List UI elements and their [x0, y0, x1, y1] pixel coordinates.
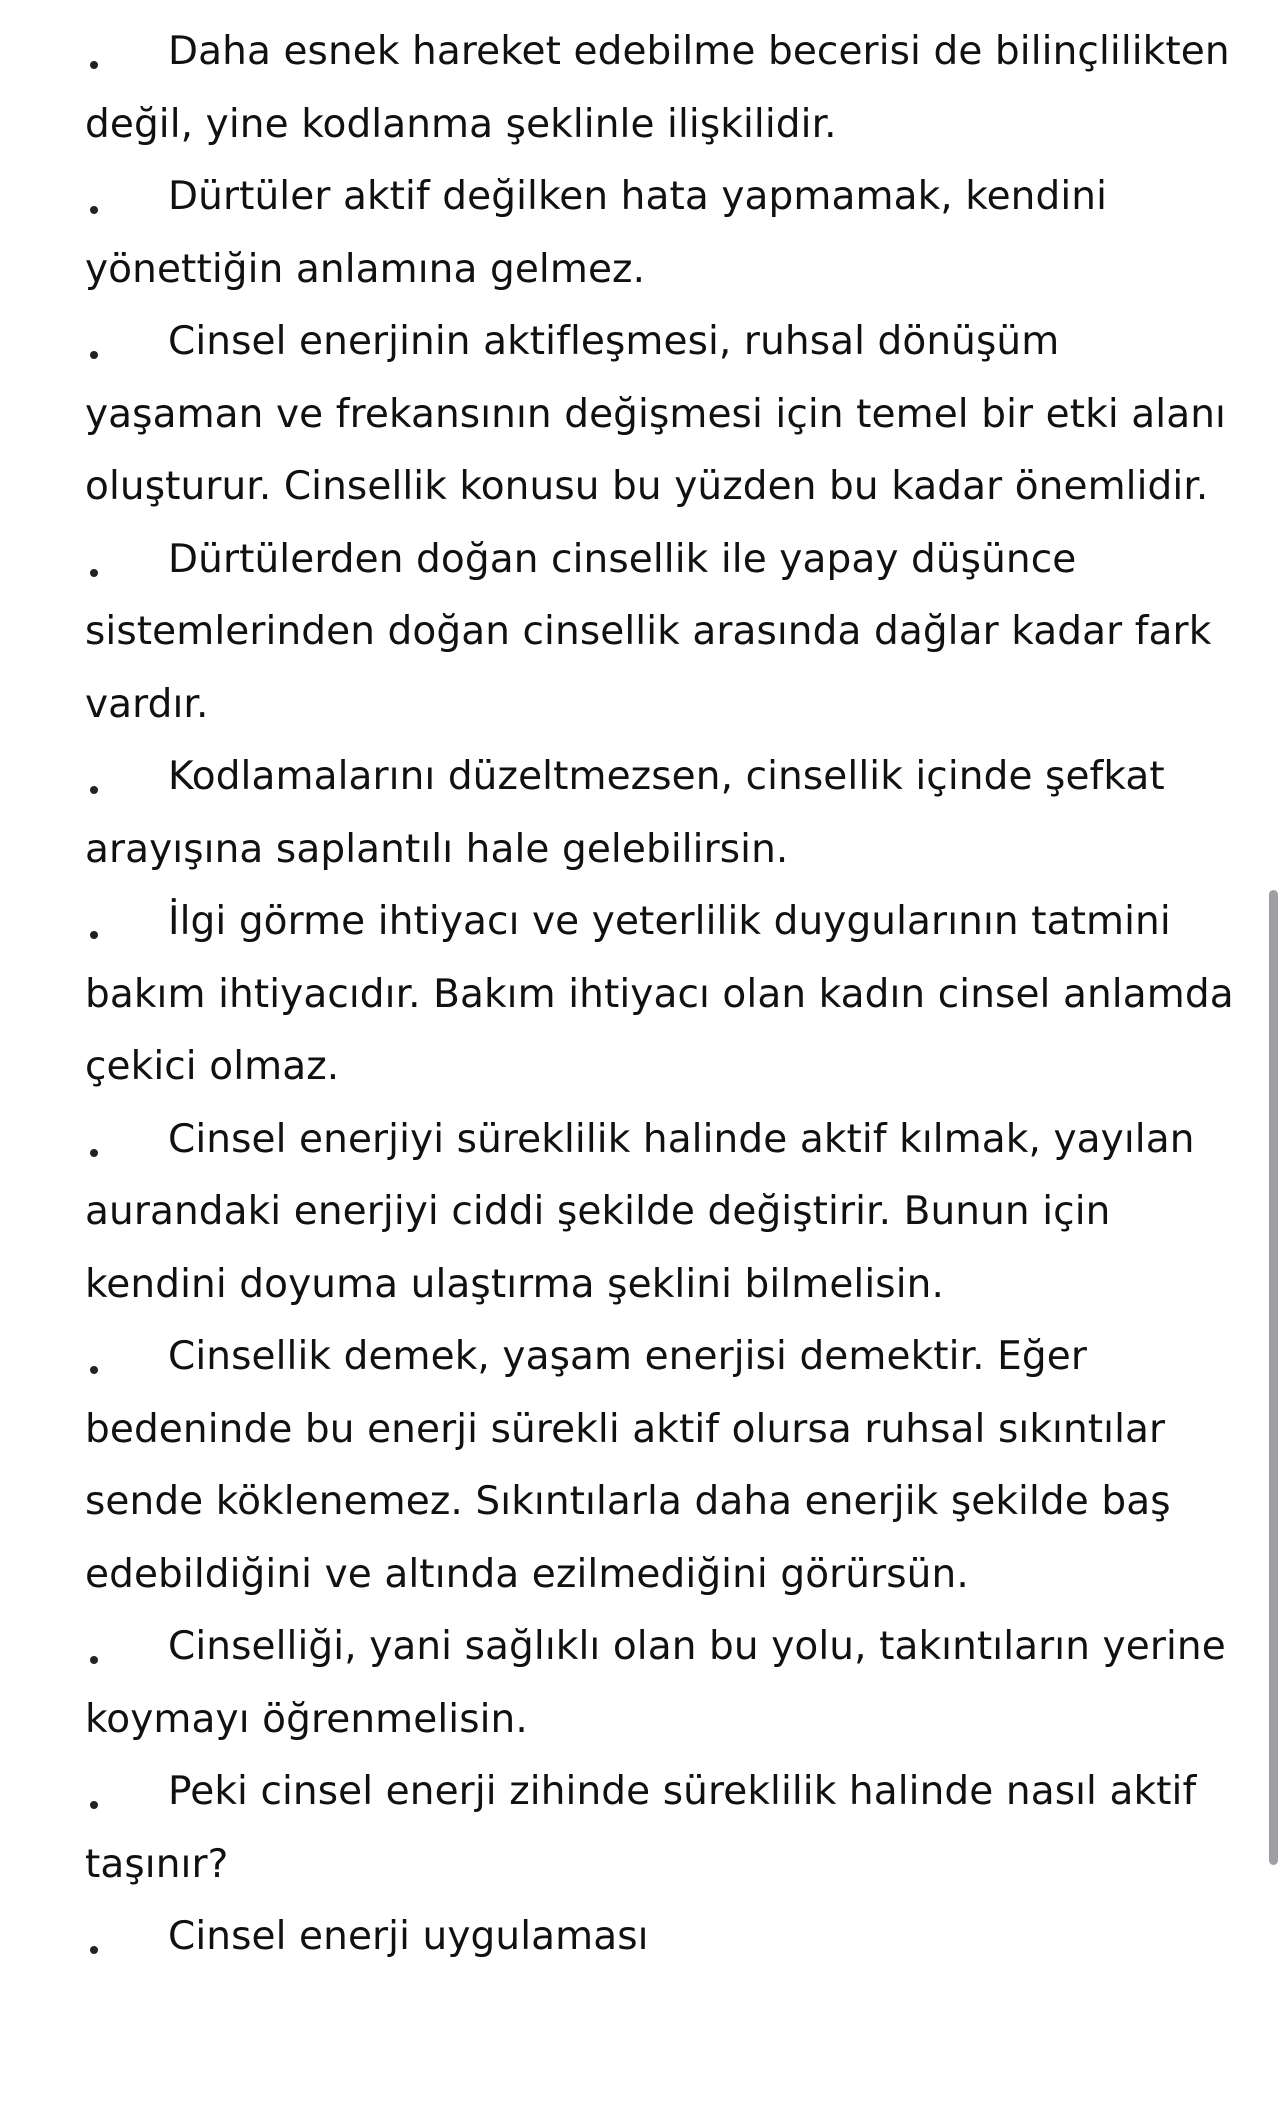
list-item	[85, 741, 1235, 886]
bullet-list	[85, 16, 1235, 1974]
list-item-text: Cinsel enerji uygulaması	[168, 1914, 649, 1959]
list-item-text: İlgi görme ihtiyacı ve yeterlilik duygularının tatmini bakım ihtiyacıdır. Bakım ihtiyacı olan kadın cinsel anlamda çekici olmaz.	[85, 899, 1234, 1089]
list-item-text: Cinsel enerjinin aktifleşmesi, ruhsal dönüşüm yaşaman ve frekansının değişmesi için temel bir etki alanı oluşturur. Cinsellik konusu bu yüzden bu kadar önemlidir.	[85, 319, 1226, 509]
list-item	[85, 1321, 1235, 1611]
list-item-text: Kodlamalarını düzeltmezsen, cinsellik içinde şefkat arayışına saplantılı hale gelebilirsin.	[85, 754, 1165, 872]
list-item-text: Peki cinsel enerji zihinde süreklilik halinde nasıl aktif taşınır?	[85, 1769, 1197, 1887]
list-item	[85, 1104, 1235, 1322]
list-item	[85, 1901, 1235, 1974]
list-item	[85, 1611, 1235, 1756]
list-item	[85, 16, 1235, 161]
list-item	[85, 306, 1235, 524]
scrollbar-thumb[interactable]	[1269, 890, 1278, 1865]
list-item	[85, 1756, 1235, 1901]
list-item	[85, 161, 1235, 306]
list-item-text: Dürtülerden doğan cinsellik ile yapay düşünce sistemlerinden doğan cinsellik arasında dağlar kadar fark vardır.	[85, 536, 1212, 727]
list-item-text: Cinsellik demek, yaşam enerjisi demektir. Eğer bedeninde bu enerji sürekli aktif olursa ruhsal sıkıntılar sende köklenemez. Sıkıntılarla daha enerjik şekilde baş edebildiğini ve altında ezilmediğini görürsün.	[85, 1334, 1171, 1597]
list-item-text: Dürtüler aktif değilken hata yapmamak, kendini yönettiğin anlamına gelmez.	[85, 174, 1108, 292]
list-item-text: Cinselliği, yani sağlıklı olan bu yolu, takıntıların yerine koymayı öğrenmelisin.	[85, 1624, 1226, 1742]
list-item-text: Cinsel enerjiyi süreklilik halinde aktif kılmak, yayılan aurandaki enerjiyi ciddi şekilde değiştirir. Bunun için kendini doyuma ulaştırma şeklini bilmelisin.	[85, 1116, 1195, 1307]
list-item-text: Daha esnek hareket edebilme becerisi de bilinçlilikten değil, yine kodlanma şeklinle ilişkilidir.	[85, 29, 1230, 147]
list-item	[85, 886, 1235, 1104]
list-item	[85, 524, 1235, 742]
